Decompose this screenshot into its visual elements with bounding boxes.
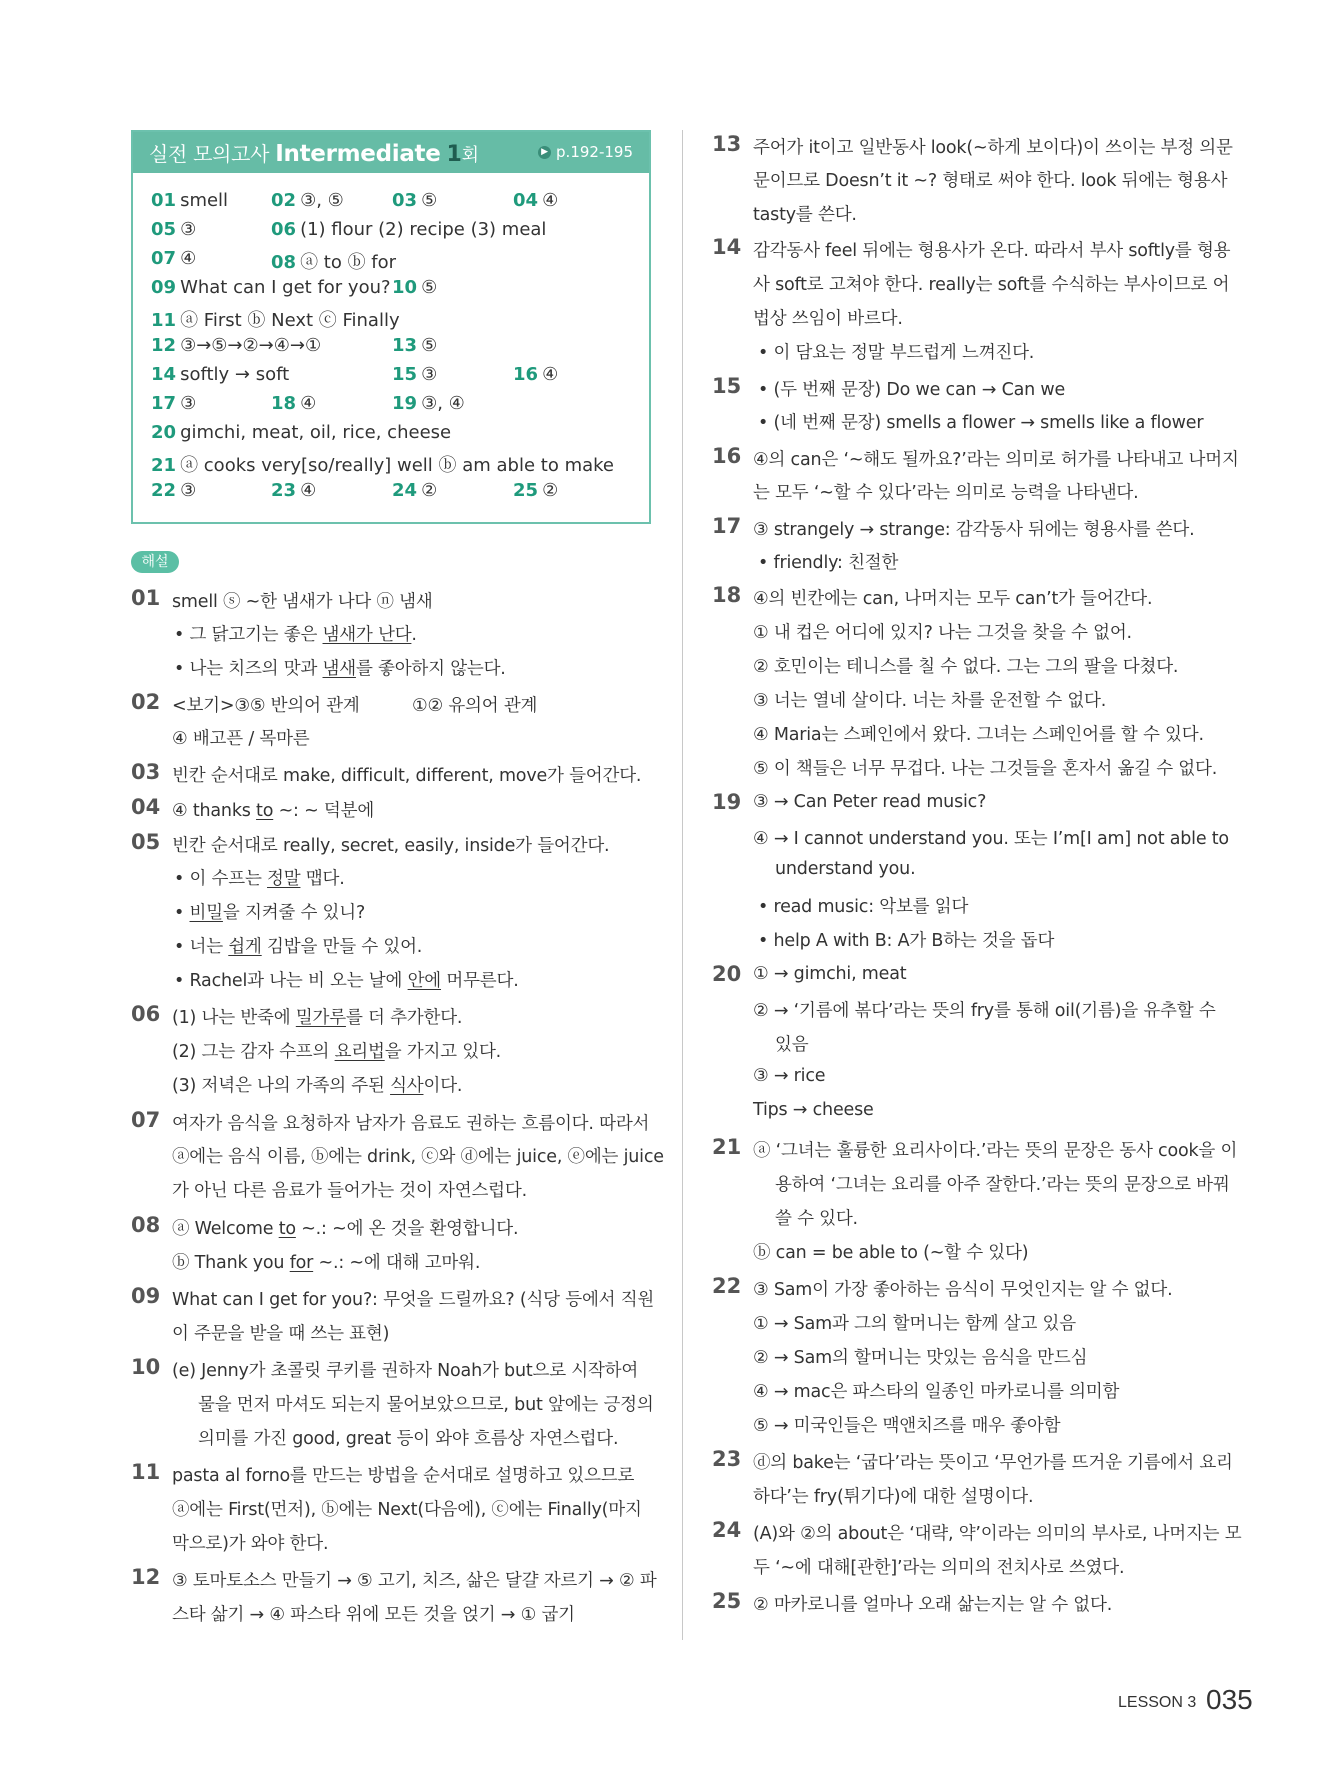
answer-item <box>271 393 316 414</box>
explanation-line: 는 모두 ‘~할 수 있다’라는 의미로 능력을 나타낸다. <box>753 483 1139 503</box>
answer-number: 04 <box>513 190 539 211</box>
explanation-line: ② → Sam의 할머니는 맛있는 음식을 만드심 <box>753 1348 1088 1368</box>
question-number: 17 <box>712 514 742 538</box>
explanation-line: • 나는 치즈의 맛과 냄새를 좋아하지 않는다. <box>174 659 506 679</box>
question-number: 12 <box>131 1565 161 1589</box>
answer-number: 19 <box>392 393 418 414</box>
explanation-line: 문이므로 Doesn’t it ~? 형태로 써야 한다. look 뒤에는 형용사 <box>753 171 1228 191</box>
explanation-line: ④의 can은 ‘~해도 될까요?’라는 의미로 허가를 나타내고 나머지 <box>753 450 1239 470</box>
answer-key-title <box>149 138 479 167</box>
lesson-label: LESSON 3 <box>1118 1694 1197 1711</box>
question-number: 03 <box>131 760 161 784</box>
answer-value: ③→⑤→②→④→① <box>180 335 322 356</box>
answer-value: ② <box>421 480 438 501</box>
explanation-line: ⓐ에는 First(먼저), ⓑ에는 Next(다음에), ⓒ에는 Finally(마지 <box>172 1500 642 1520</box>
answer-value: ④ <box>542 190 559 211</box>
question-number: 21 <box>712 1135 742 1159</box>
answer-item <box>513 190 558 211</box>
explanation-line: understand you. <box>775 859 916 879</box>
title-level: Intermediate <box>275 141 441 167</box>
explanation-line: (1) 나는 반죽에 밀가루를 더 추가한다. <box>172 1008 463 1028</box>
answer-value: ⑤ <box>421 190 438 211</box>
answer-value: ④ <box>180 248 197 269</box>
answer-item <box>392 277 437 298</box>
answer-item <box>151 335 321 356</box>
explanation-line: ④ 배고픈 / 목마른 <box>172 729 310 749</box>
explanation-line: ① 내 컵은 어디에 있지? 나는 그것을 찾을 수 없어. <box>753 623 1132 643</box>
answer-value: ③ <box>180 393 197 414</box>
answer-value: ③, ⑤ <box>300 190 344 211</box>
question-number: 25 <box>712 1589 742 1613</box>
explanation-line: 법상 쓰임이 바르다. <box>753 309 903 329</box>
answer-number: 17 <box>151 393 177 414</box>
page-reference <box>538 143 633 161</box>
answer-item <box>392 364 437 385</box>
answer-number: 05 <box>151 219 177 240</box>
answer-value: ③ <box>180 219 197 240</box>
explanation-line: • 이 수프는 정말 맵다. <box>174 869 345 889</box>
explanation-line: (3) 저녁은 나의 가족의 주된 식사이다. <box>172 1076 463 1096</box>
column-divider <box>682 130 683 1640</box>
explanation-line: ⓑ Thank you for ~.: ~에 대해 고마워. <box>172 1253 481 1273</box>
answer-value: ② <box>542 480 559 501</box>
explanation-line: 용하여 ‘그녀는 요리를 아주 잘한다.’라는 뜻의 문장으로 바꿔 <box>775 1175 1230 1195</box>
title-text: 실전 모의고사 <box>149 142 276 166</box>
answer-item <box>151 422 451 443</box>
explanation-line: <보기>③⑤ 반의어 관계 <box>172 696 360 716</box>
answer-item <box>151 248 196 269</box>
answer-value: ③ <box>180 480 197 501</box>
arrow-right-icon: ▶ <box>538 146 551 159</box>
question-number: 20 <box>712 962 742 986</box>
explanation-line: What can I get for you?: 무엇을 드릴까요? (식당 등에서 직원 <box>172 1290 655 1310</box>
page-reference-text: p.192-195 <box>556 143 633 161</box>
explanation-line: Tips → cheese <box>753 1100 874 1120</box>
explanation-line: 가 아닌 다른 음료가 들어가는 것이 자연스럽다. <box>172 1181 527 1201</box>
explanation-line: tasty를 쓴다. <box>753 205 857 225</box>
answer-number: 02 <box>271 190 297 211</box>
explanation-line: ③ Sam이 가장 좋아하는 음식이 무엇인지는 알 수 없다. <box>753 1280 1173 1300</box>
answer-value: What can I get for you? <box>180 277 391 298</box>
question-number: 18 <box>712 583 742 607</box>
question-number: 15 <box>712 374 742 398</box>
explanation-line: pasta al forno를 만드는 방법을 순서대로 설명하고 있으므로 <box>172 1466 635 1486</box>
answer-item <box>513 480 558 501</box>
answer-value: ⑤ <box>421 335 438 356</box>
answer-value: smell <box>180 190 229 211</box>
answer-item <box>151 306 400 332</box>
explanation-badge: 해설 <box>131 551 179 573</box>
question-number: 22 <box>712 1274 742 1298</box>
question-number: 04 <box>131 795 161 819</box>
answer-number: 12 <box>151 335 177 356</box>
explanation-line: ①② 유의어 관계 <box>412 696 538 716</box>
explanation-line: 사 soft로 고쳐야 한다. really는 soft를 수식하는 부사이므로 어 <box>753 275 1230 295</box>
question-number: 09 <box>131 1284 161 1308</box>
answer-value: gimchi, meat, oil, rice, cheese <box>180 422 452 443</box>
answer-number: 16 <box>513 364 539 385</box>
explanation-line: ④의 빈칸에는 can, 나머지는 모두 can’t가 들어간다. <box>753 589 1153 609</box>
answer-number: 13 <box>392 335 418 356</box>
answer-number: 06 <box>271 219 297 240</box>
answer-number: 10 <box>392 277 418 298</box>
question-number: 08 <box>131 1213 161 1237</box>
answer-item <box>513 364 558 385</box>
question-number: 02 <box>131 690 161 714</box>
explanation-line: ① → Sam과 그의 할머니는 함께 살고 있음 <box>753 1314 1076 1334</box>
explanation-line: ③ → rice <box>753 1066 826 1086</box>
explanation-line: 막으로)가 와야 한다. <box>172 1534 329 1554</box>
explanation-line: • read music: 악보를 읽다 <box>758 897 969 917</box>
explanation-line: ⓐ Welcome to ~.: ~에 온 것을 환영합니다. <box>172 1219 519 1239</box>
explanation-line: 스타 삶기 → ④ 파스타 위에 모든 것을 얹기 → ① 굽기 <box>172 1605 575 1625</box>
explanation-line: ② 마카로니를 얼마나 오래 삶는지는 알 수 없다. <box>753 1595 1113 1615</box>
question-number: 10 <box>131 1355 161 1379</box>
explanation-line: (e) Jenny가 초콜릿 쿠키를 권하자 Noah가 but으로 시작하여 <box>172 1361 639 1381</box>
title-suffix: 회 <box>461 145 479 166</box>
answer-value: ④ <box>542 364 559 385</box>
explanation-line: (2) 그는 감자 수프의 요리법을 가지고 있다. <box>172 1042 502 1062</box>
answer-value: ⓐ to ⓑ for <box>300 252 397 273</box>
answer-item <box>151 190 228 211</box>
explanation-line: 있음 <box>775 1035 809 1055</box>
answer-number: 23 <box>271 480 297 501</box>
explanation-line: 물을 먼저 마셔도 되는지 물어보았으므로, but 앞에는 긍정의 <box>198 1395 654 1415</box>
explanation-line: ③ strangely → strange: 감각동사 뒤에는 형용사를 쓴다. <box>753 520 1195 540</box>
answer-number: 09 <box>151 277 177 298</box>
explanation-line: ④ thanks to ~: ~ 덕분에 <box>172 801 375 821</box>
answer-number: 01 <box>151 190 177 211</box>
answer-value: ⓐ cooks very[so/really] well ⓑ am able to make <box>180 455 614 476</box>
answer-number: 24 <box>392 480 418 501</box>
answer-number: 22 <box>151 480 177 501</box>
answer-number: 21 <box>151 455 177 476</box>
answer-value: ④ <box>300 480 317 501</box>
answer-key-header <box>133 132 649 173</box>
answer-number: 15 <box>392 364 418 385</box>
explanation-line: ③ 토마토소스 만들기 → ⑤ 고기, 치즈, 삶은 달걀 자르기 → ② 파 <box>172 1571 657 1591</box>
explanation-line: • 그 닭고기는 좋은 냄새가 난다. <box>174 625 417 645</box>
answer-value: ③ <box>421 364 438 385</box>
answer-value: ⑤ <box>421 277 438 298</box>
question-number: 19 <box>712 790 742 814</box>
explanation-line: 주어가 it이고 일반동사 look(~하게 보이다)이 쓰이는 부정 의문 <box>753 138 1233 158</box>
explanation-line: ③ → Can Peter read music? <box>753 792 987 812</box>
explanation-line: 빈칸 순서대로 really, secret, easily, inside가 들어간다. <box>172 836 610 856</box>
answer-item <box>151 451 614 477</box>
question-number: 07 <box>131 1108 161 1132</box>
answer-value: ③, ④ <box>421 393 465 414</box>
answer-item <box>151 364 289 385</box>
answer-item <box>271 190 344 211</box>
explanation-line: 이 주문을 받을 때 쓰는 표현) <box>172 1324 390 1344</box>
explanation-line: ④ → mac은 파스타의 일종인 마카로니를 의미함 <box>753 1382 1120 1402</box>
question-number: 24 <box>712 1518 742 1542</box>
answer-item <box>151 277 391 298</box>
question-number: 14 <box>712 235 742 259</box>
explanation-line: 빈칸 순서대로 make, difficult, different, move가 들어간다. <box>172 766 642 786</box>
answer-number: 14 <box>151 364 177 385</box>
answer-number: 18 <box>271 393 297 414</box>
question-number: 05 <box>131 830 161 854</box>
answer-item <box>271 480 316 501</box>
answer-item <box>392 393 465 414</box>
explanation-line: smell ⓢ ~한 냄새가 나다 ⓝ 냄새 <box>172 592 433 612</box>
title-number: 1 <box>446 142 462 167</box>
explanation-line: ⑤ 이 책들은 너무 무겁다. 나는 그것들을 혼자서 옮길 수 없다. <box>753 759 1218 779</box>
question-number: 23 <box>712 1447 742 1471</box>
explanation-line: 의미를 가진 good, great 등이 와야 흐름상 자연스럽다. <box>198 1429 619 1449</box>
answer-item <box>392 335 437 356</box>
explanation-line: • 너는 쉽게 김밥을 만들 수 있어. <box>174 937 423 957</box>
explanation-line: ① → gimchi, meat <box>753 964 907 984</box>
explanation-line: 감각동사 feel 뒤에는 형용사가 온다. 따라서 부사 softly를 형용 <box>753 241 1231 261</box>
explanation-line: • help A with B: A가 B하는 것을 돕다 <box>758 931 1055 951</box>
explanation-line: 하다’는 fry(튀기다)에 대한 설명이다. <box>753 1487 1034 1507</box>
explanation-line: ⓐ에는 음식 이름, ⓑ에는 drink, ⓒ와 ⓓ에는 juice, ⓔ에는 juice <box>172 1147 664 1167</box>
answer-item <box>392 190 437 211</box>
explanation-line: ⓑ can = be able to (~할 수 있다) <box>753 1243 1029 1263</box>
explanation-line: • Rachel과 나는 비 오는 날에 안에 머무른다. <box>174 971 519 991</box>
answer-item <box>151 393 196 414</box>
answer-number: 03 <box>392 190 418 211</box>
answer-item <box>151 480 196 501</box>
answer-item <box>271 248 396 274</box>
explanation-line: ④ Maria는 스페인에서 왔다. 그녀는 스페인어를 할 수 있다. <box>753 725 1204 745</box>
answer-number: 20 <box>151 422 177 443</box>
answer-value: softly → soft <box>180 364 290 385</box>
question-number: 16 <box>712 444 742 468</box>
explanation-line: ② → ‘기름에 볶다’라는 뜻의 fry를 통해 oil(기름)을 유추할 수 <box>753 1001 1216 1021</box>
answer-item <box>151 219 196 240</box>
answer-number: 11 <box>151 310 177 331</box>
explanation-line: • 이 담요는 정말 부드럽게 느껴진다. <box>758 343 1035 363</box>
question-number: 01 <box>131 586 161 610</box>
explanation-line: ④ → I cannot understand you. 또는 I’m[I am] not able to <box>753 829 1229 849</box>
explanation-line: ⓐ ‘그녀는 훌륭한 요리사이다.’라는 뜻의 문장은 동사 cook을 이 <box>753 1141 1238 1161</box>
explanation-line: • (네 번째 문장) smells a flower → smells like a flower <box>758 413 1204 433</box>
question-number: 06 <box>131 1002 161 1026</box>
explanation-line: ③ 너는 열네 살이다. 너는 차를 운전할 수 없다. <box>753 691 1107 711</box>
explanation-line: (A)와 ②의 about은 ‘대략, 약’이라는 의미의 부사로, 나머지는 모 <box>753 1524 1242 1544</box>
answer-value: ④ <box>300 393 317 414</box>
page-number: 035 <box>1206 1684 1253 1715</box>
answer-item <box>271 219 546 240</box>
explanation-line: 쓸 수 있다. <box>775 1209 858 1229</box>
explanation-line: • 비밀을 지켜줄 수 있니? <box>174 903 366 923</box>
question-number: 11 <box>131 1460 161 1484</box>
explanation-line: • (두 번째 문장) Do we can → Can we <box>758 380 1066 400</box>
answer-number: 08 <box>271 252 297 273</box>
explanation-line: 여자가 음식을 요청하자 남자가 음료도 권하는 흐름이다. 따라서 <box>172 1114 650 1134</box>
explanation-line: ⑤ → 미국인들은 맥앤치즈를 매우 좋아함 <box>753 1416 1061 1436</box>
answer-number: 25 <box>513 480 539 501</box>
answer-number: 07 <box>151 248 177 269</box>
answer-value: (1) flour (2) recipe (3) meal <box>300 219 547 240</box>
answer-value: ⓐ First ⓑ Next ⓒ Finally <box>180 310 400 331</box>
answer-item <box>392 480 437 501</box>
explanation-line: ⓓ의 bake는 ‘굽다’라는 뜻이고 ‘무언가를 뜨거운 기름에서 요리 <box>753 1453 1233 1473</box>
explanation-line: 두 ‘~에 대해[관한]’라는 의미의 전치사로 쓰였다. <box>753 1558 1125 1578</box>
explanation-line: • friendly: 친절한 <box>758 553 899 573</box>
question-number: 13 <box>712 132 742 156</box>
explanation-line: ② 호민이는 테니스를 칠 수 없다. 그는 그의 팔을 다쳤다. <box>753 657 1179 677</box>
